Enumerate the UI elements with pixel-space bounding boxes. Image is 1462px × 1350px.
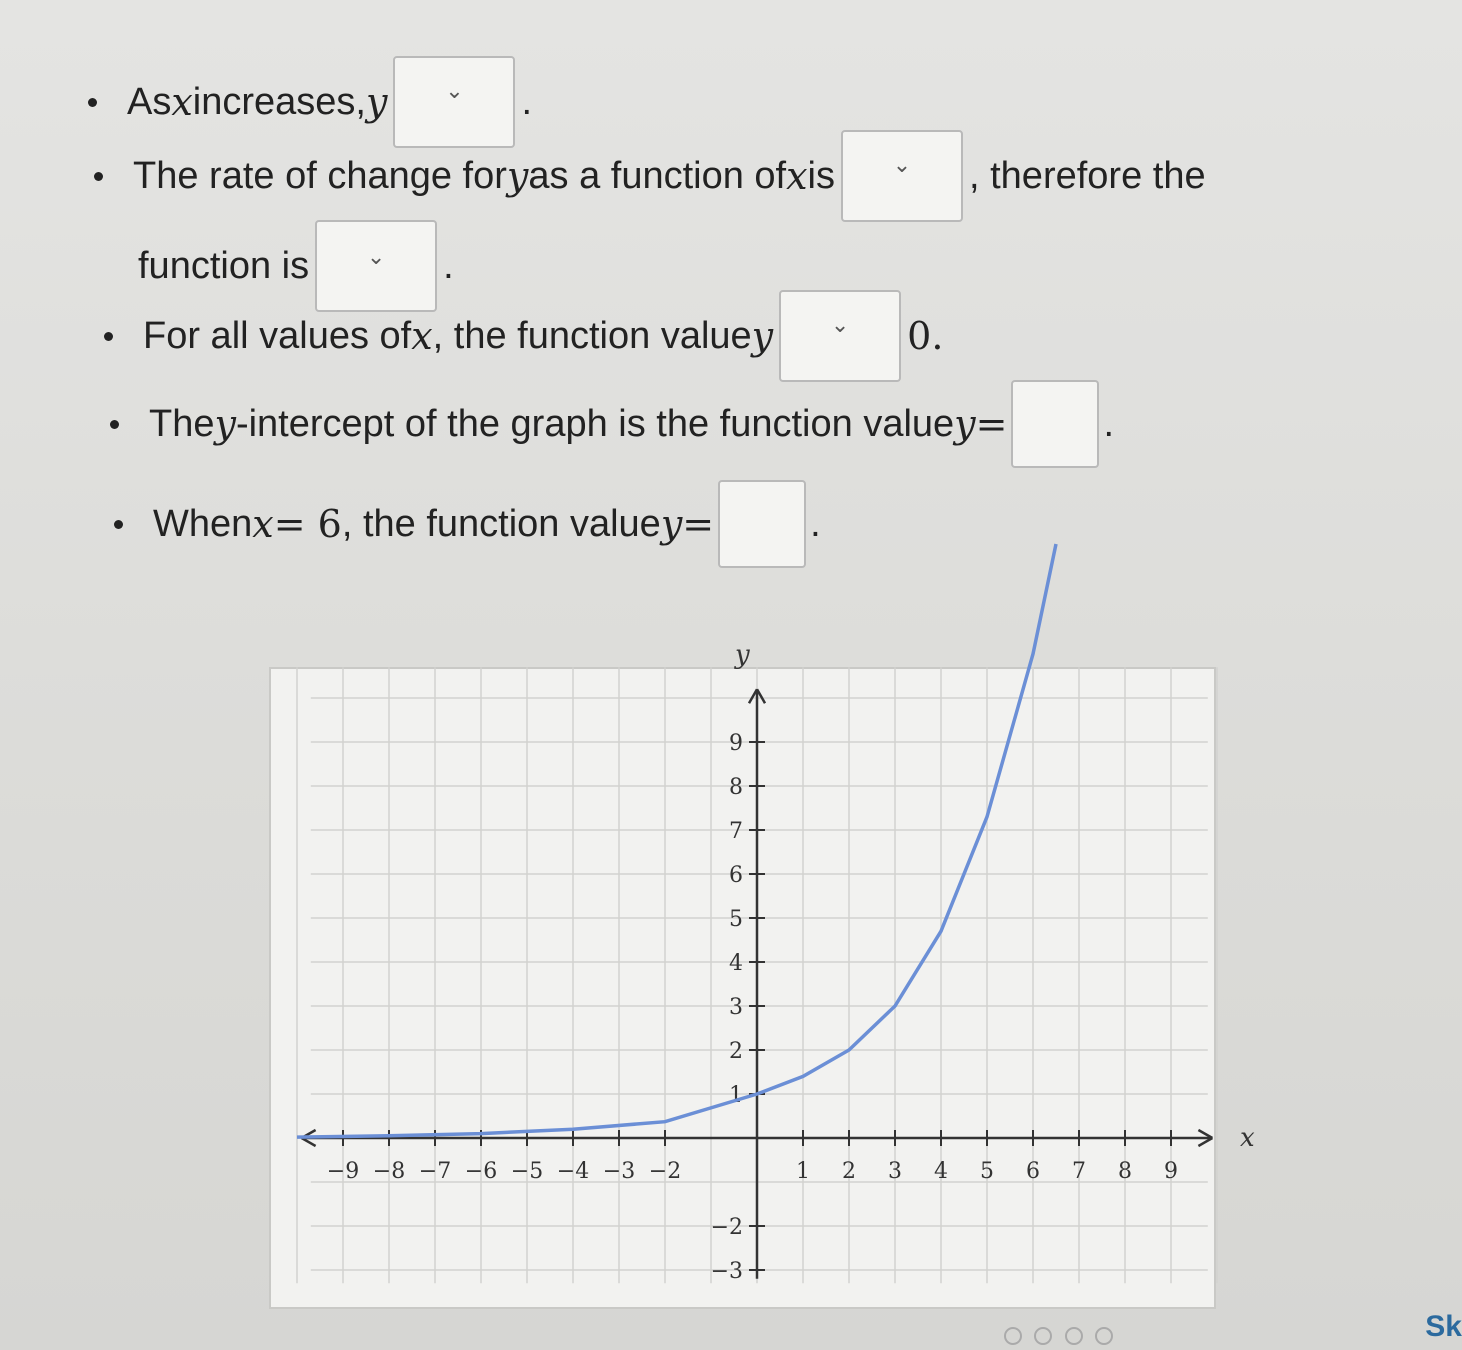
- q4-text-a: The: [149, 403, 215, 445]
- q2-suffix: , therefore the: [969, 155, 1206, 197]
- x-tick-label: −4: [556, 1159, 590, 1184]
- x-tick-label: 5: [980, 1159, 994, 1184]
- q5-equals-6: = 6: [273, 502, 342, 546]
- q2-var-x: x: [786, 154, 808, 198]
- chevron-down-icon: ⌄: [445, 78, 464, 103]
- chevron-down-icon: ⌄: [830, 312, 850, 337]
- progress-dots: [1000, 1327, 1117, 1350]
- q5-text-b: , the function value: [341, 503, 661, 545]
- y-tick-label: 1: [729, 1083, 743, 1108]
- y-tick-label: 4: [729, 951, 743, 976]
- q4-equals: =: [975, 402, 1008, 446]
- x-tick-label: 1: [796, 1159, 810, 1184]
- q3-var-y: y: [751, 314, 774, 358]
- y-axis-label: y: [735, 639, 750, 670]
- x-tick-label: 7: [1072, 1159, 1086, 1184]
- q5-suffix: .: [810, 503, 821, 545]
- x-axis-label: x: [1240, 1123, 1255, 1153]
- q3-text-a: For all values of: [143, 315, 412, 357]
- x-tick-label: 4: [934, 1159, 948, 1184]
- x-tick-label: 2: [842, 1159, 856, 1184]
- skip-button[interactable]: Sk: [1425, 1310, 1462, 1343]
- progress-dot[interactable]: [1095, 1327, 1113, 1345]
- x-tick-label: −9: [326, 1159, 360, 1184]
- q5-var-x: x: [252, 502, 274, 546]
- q4-var-y2: y: [954, 402, 976, 446]
- progress-dot[interactable]: [1065, 1327, 1083, 1345]
- q1-text-a: As: [127, 81, 172, 123]
- q1-text-b: increases,: [192, 81, 366, 123]
- q2-var-y: y: [506, 154, 529, 198]
- q5-var-y: y: [660, 502, 683, 546]
- x-tick-label: −3: [602, 1159, 636, 1184]
- q3-var-x: x: [411, 314, 433, 358]
- q2-text-a: The rate of change for: [133, 155, 507, 197]
- q1-suffix: .: [521, 81, 533, 123]
- q1-var-y: y: [366, 80, 388, 124]
- x-tick-label: −2: [648, 1159, 682, 1184]
- q4-text-b: -intercept of the graph is the function value: [235, 403, 955, 445]
- graph-panel: [270, 668, 1215, 1308]
- x-tick-label: −7: [418, 1159, 452, 1184]
- chevron-down-icon: ⌄: [892, 152, 912, 177]
- y-tick-label: 3: [729, 995, 743, 1020]
- x-tick-label: −5: [510, 1159, 544, 1184]
- progress-dot[interactable]: [1004, 1327, 1022, 1345]
- q3-text-b: , the function value: [432, 315, 752, 357]
- y-tick-label: 8: [729, 775, 743, 800]
- x-tick-label: 8: [1118, 1159, 1132, 1184]
- q2b-text: function is: [138, 244, 310, 287]
- y-tick-label: −2: [710, 1215, 743, 1240]
- chevron-down-icon: ⌄: [366, 244, 386, 269]
- y-tick-label: −3: [710, 1259, 743, 1284]
- q5-text-a: When: [153, 503, 253, 545]
- q2-text-b: as a function of: [528, 155, 787, 197]
- y-tick-label: 9: [729, 731, 743, 756]
- q2b-suffix: .: [443, 244, 454, 287]
- q2-text-is: is: [807, 155, 835, 197]
- y-tick-label: 7: [729, 819, 743, 844]
- y-tick-label: 5: [729, 907, 743, 932]
- q5-equals: =: [682, 502, 715, 546]
- q4-var-y: y: [214, 402, 236, 446]
- x-tick-label: 3: [888, 1159, 902, 1184]
- progress-dot[interactable]: [1034, 1327, 1052, 1345]
- x-tick-label: −6: [464, 1159, 498, 1184]
- y-tick-label: 6: [729, 863, 743, 888]
- y-tick-label: 2: [729, 1039, 743, 1064]
- q3-suffix: 0.: [907, 314, 944, 358]
- q1-var-x: x: [171, 80, 193, 124]
- x-tick-label: −8: [372, 1159, 406, 1184]
- x-tick-label: 9: [1164, 1159, 1178, 1184]
- x-tick-label: 6: [1026, 1159, 1040, 1184]
- q4-suffix: .: [1103, 403, 1115, 445]
